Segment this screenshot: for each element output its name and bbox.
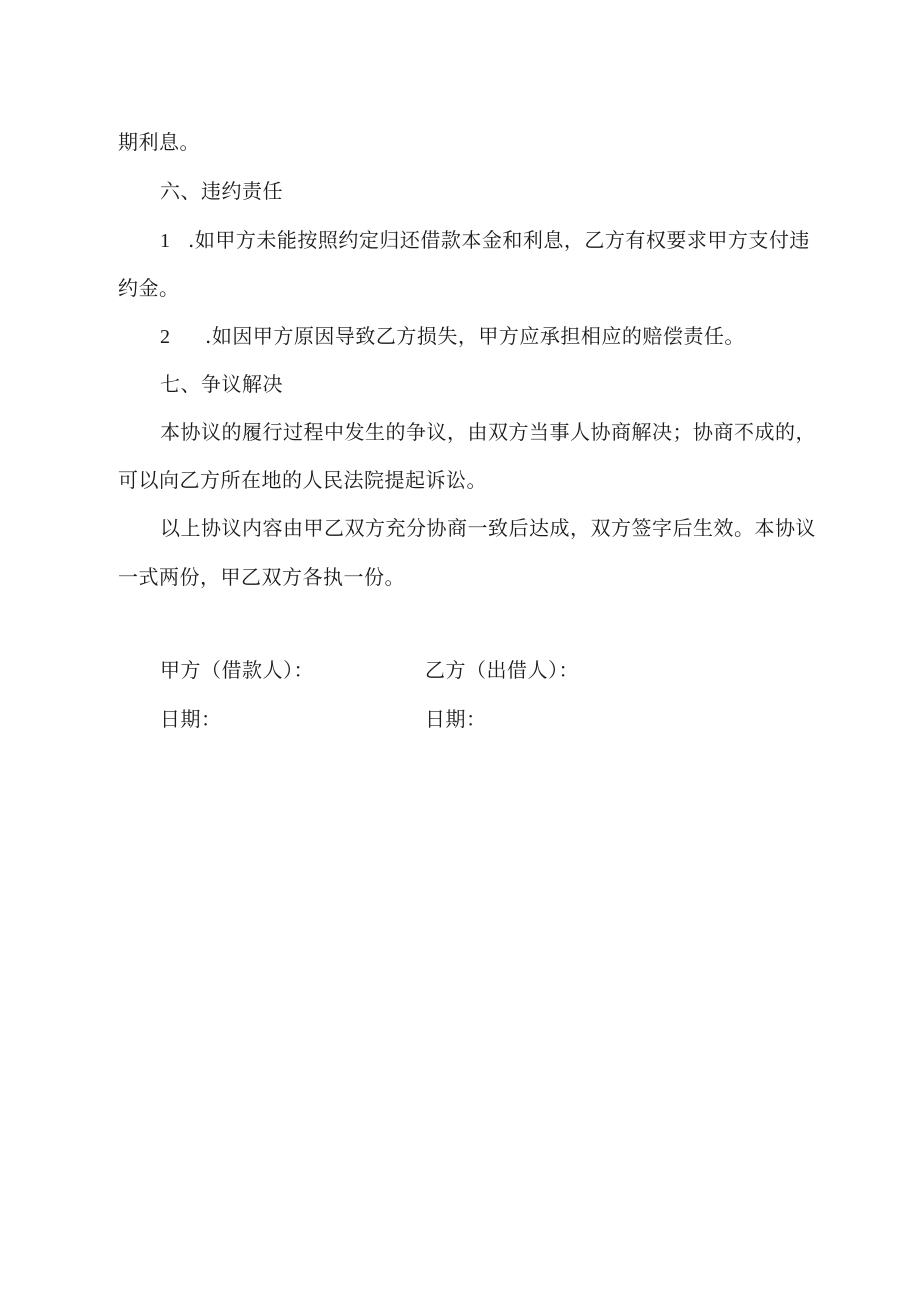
closing-line2: 一式两份，甲乙双方各执一份。 [118, 565, 405, 589]
item-1-text-line2: 约金。 [118, 276, 180, 300]
item-1-number: 1 [160, 230, 171, 252]
section-7-para-line2: 可以向乙方所在地的人民法院提起诉讼。 [118, 468, 487, 492]
party-a-date-label: 日期： [160, 707, 222, 731]
item-2-number: 2 [160, 326, 171, 348]
party-b-signature-label: 乙方（出借人）： [425, 658, 579, 682]
section-7-para-line1: 本协议的履行过程中发生的争议，由双方当事人协商解决；协商不成的， [160, 420, 816, 444]
party-b-date-label: 日期： [425, 707, 487, 731]
closing-line1: 以上协议内容由甲乙双方充分协商一致后达成，双方签字后生效。本协议 [160, 516, 816, 540]
continuation-text: 期利息。 [118, 130, 200, 154]
section-7-heading: 七、争议解决 [160, 372, 283, 396]
section-6-heading: 六、违约责任 [160, 179, 283, 203]
party-a-signature-label: 甲方（借款人）： [160, 658, 314, 682]
section-6-item-2 [160, 322, 745, 351]
item-2-text: .如因甲方原因导致乙方损失，甲方应承担相应的赔偿责任。 [205, 324, 745, 348]
section-6-item-1 [160, 226, 810, 255]
item-1-text-line1: .如甲方未能按照约定归还借款本金和利息，乙方有权要求甲方支付违 [188, 228, 810, 252]
